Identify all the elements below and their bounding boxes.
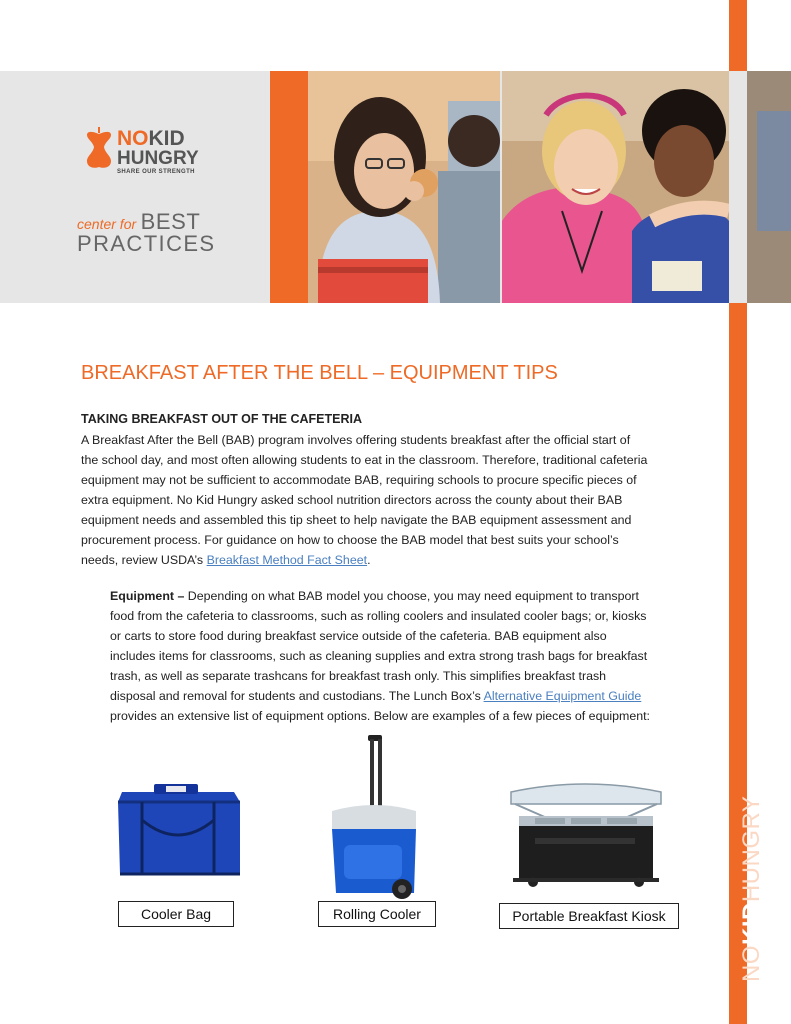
- orange-stripe: [270, 71, 308, 303]
- header-banner: [0, 71, 791, 303]
- intro-paragraph: [81, 430, 721, 570]
- brand-tagline: SHARE OUR STRENGTH: [117, 169, 195, 175]
- cooler-bag-icon: [114, 780, 244, 880]
- equipment-label: Equipment –: [110, 589, 185, 603]
- brand-hungry: HUNGRY: [117, 148, 199, 169]
- equipment-line: [110, 686, 720, 706]
- photo-girl-eating: [308, 71, 500, 303]
- brand-logo: [117, 127, 199, 176]
- intro-text: .: [367, 553, 371, 567]
- intro-line: equipment needs and assembled this tip sheet to help navigate the BAB equipment assessment and: [81, 513, 632, 527]
- vertical-brand-kid: KID: [738, 902, 765, 945]
- intro-line: extra equipment. No Kid Hungry asked school nutrition directors across the county about their BAB: [81, 493, 623, 507]
- equipment-line: or carts to store food during breakfast service outside of the cafeteria. BAB equipment also: [110, 629, 607, 643]
- photo-edge: [747, 71, 791, 303]
- vertical-brand-hungry: HUNGRY: [738, 795, 765, 903]
- equipment-paragraph: [110, 586, 720, 726]
- photo-two-kids-smiling: [502, 71, 729, 303]
- brand-no: NO: [117, 127, 149, 150]
- equipment-text: Depending on what BAB model you choose, you may need equipment to transport: [184, 589, 639, 603]
- intro-line: [81, 550, 721, 570]
- caption-portable-breakfast-kiosk: Portable Breakfast Kiosk: [499, 903, 679, 929]
- intro-line: equipment may not be sufficient to accommodate BAB, requiring schools to procure specific pieces of: [81, 473, 637, 487]
- breakfast-kiosk-icon: [505, 778, 667, 894]
- equipment-line: provides an extensive list of equipment options. Below are examples of a few pieces of equipment:: [110, 709, 650, 723]
- best-text: BEST: [140, 209, 201, 234]
- equipment-text: disposal and removal for students and custodians. The Lunch Box’s: [110, 689, 484, 703]
- equipment-line: trash, as well as separate trashcans for breakfast trash only. This simplifies breakfast trash: [110, 669, 607, 683]
- caption-cooler-bag: Cooler Bag: [118, 901, 234, 927]
- equipment-line: includes items for classrooms, such as cleaning supplies and extra strong trash bags for breakfast: [110, 649, 648, 663]
- center-for-best-practices: [77, 209, 216, 255]
- equipment-line: [110, 586, 720, 606]
- apple-core-icon: [84, 125, 114, 171]
- breakfast-method-fact-sheet-link[interactable]: Breakfast Method Fact Sheet: [206, 553, 368, 567]
- rolling-cooler-icon: [328, 733, 420, 903]
- brand-kid: KID: [148, 127, 185, 150]
- vertical-brand-no: NO: [738, 945, 765, 982]
- logo-area: [0, 71, 270, 303]
- alternative-equipment-guide-link[interactable]: Alternative Equipment Guide: [483, 689, 642, 703]
- intro-line: procurement process. For guidance on how to choose the BAB model that best suits your school’s: [81, 533, 619, 547]
- section-heading: TAKING BREAKFAST OUT OF THE CAFETERIA: [81, 412, 363, 426]
- center-for-text: center for: [77, 216, 137, 232]
- equipment-line: food from the cafeteria to classrooms, such as rolling coolers and insulated cooler bags; or, kiosks: [110, 609, 647, 623]
- practices-text: PRACTICES: [77, 231, 216, 256]
- intro-text: needs, review USDA’s: [81, 553, 207, 567]
- intro-line: the school day, and most often allowing students to eat in the classroom. Therefore, traditional cafeteria: [81, 453, 648, 467]
- page-title: BREAKFAST AFTER THE BELL – EQUIPMENT TIPS: [81, 362, 558, 384]
- vertical-brand-text: [738, 796, 766, 982]
- caption-rolling-cooler: Rolling Cooler: [318, 901, 436, 927]
- intro-line: A Breakfast After the Bell (BAB) program involves offering students breakfast after the official start of: [81, 433, 631, 447]
